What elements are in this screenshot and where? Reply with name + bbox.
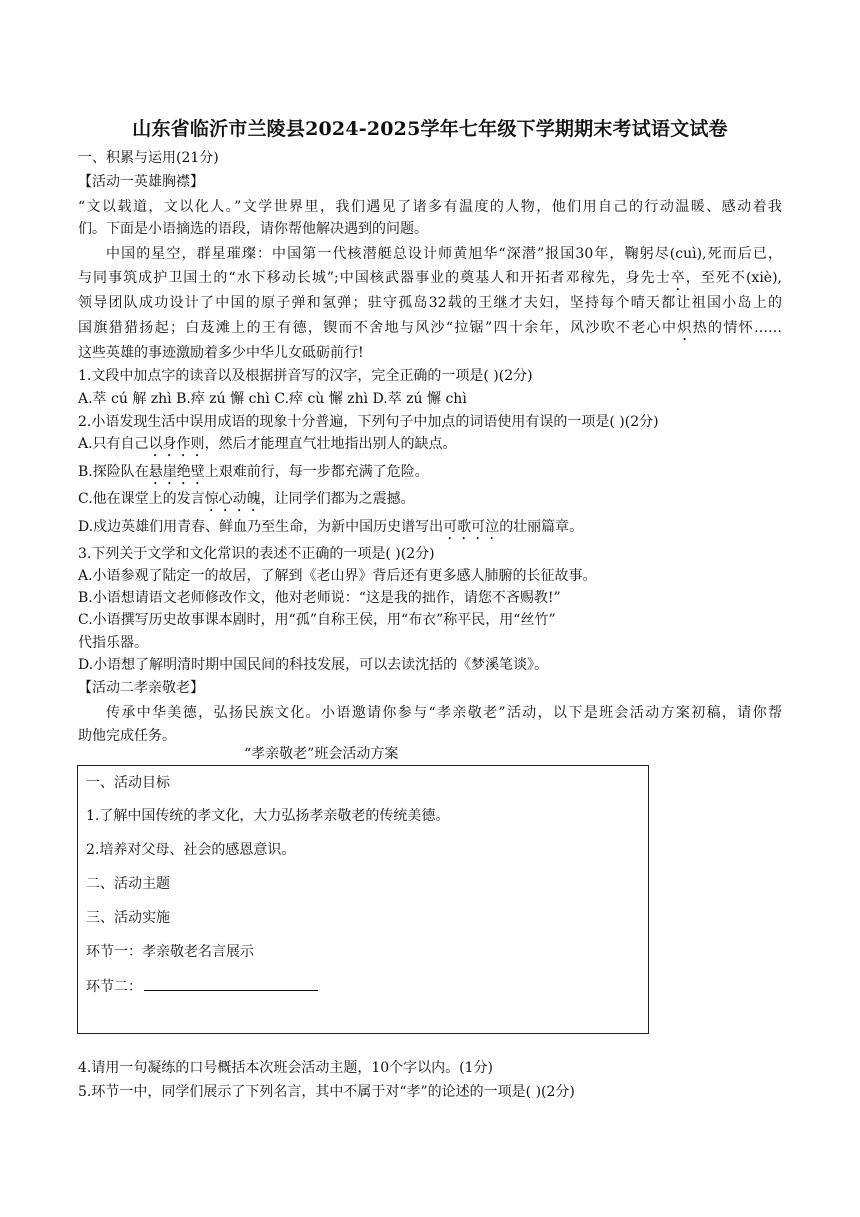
option-text: A.只有自己 xyxy=(78,436,149,452)
dotted-idiom: 惊心动魄 xyxy=(204,491,261,507)
step-label: 环节二： xyxy=(86,979,142,995)
passage-line: 这些英雄的事迹激励着多少中华儿女砥砺前行! xyxy=(78,345,364,361)
passage-line xyxy=(78,268,782,294)
answer-blank[interactable] xyxy=(144,976,318,991)
question-3-option-d: D.小语想了解明清时期中国民间的科技发展，可以去读沈括的《梦溪笔谈》。 xyxy=(78,657,549,673)
question-1-stem: 1.文段中加点字的读音以及根据拼音写的汉字，完全正确的一项是( )(2分) xyxy=(78,368,533,384)
option-text: 的壮丽篇章。 xyxy=(499,519,584,535)
question-3-option-c: C.小语撰写历史故事课本剧时，用“孤”自称王侯，用“布衣”称平民，用“丝竹” xyxy=(78,612,556,628)
question-2-option-b xyxy=(78,462,429,488)
plan-caption: “孝亲敬老”班会活动方案 xyxy=(244,746,399,762)
activity-heading: 【活动一英雄胸襟】 xyxy=(78,174,204,190)
plan-goal-2: 2.培养对父母、社会的感恩意识。 xyxy=(86,842,296,858)
question-3-stem: 3.下列关于文学和文化常识的表述不正确的一项是( )(2分) xyxy=(78,546,435,562)
passage-line xyxy=(78,318,782,344)
activity-heading: 【活动二孝亲敬老】 xyxy=(78,680,204,696)
passage-text: 与同事筑成护卫国土的“水下移动长城”;中国核武器事业的奠基人和开拓者邓稼先，身先士 xyxy=(78,270,671,286)
question-5: 5.环节一中，同学们展示了下列名言，其中不属于对“孝”的论述的一项是( )(2分) xyxy=(78,1084,575,1100)
question-1-options: A.萃 cú 解 zhì B.瘁 zú 懈 chì C.瘁 cù 懈 zhì D.萃 zú 懈 chì xyxy=(78,391,467,407)
intro-text: 们。下面是小语摘选的语段，请你帮他解决遇到的问题。 xyxy=(78,221,428,237)
option-text: B.探险队在 xyxy=(78,464,149,480)
plan-implementation-heading: 三、活动实施 xyxy=(86,910,170,926)
plan-goal-1: 1.了解中国传统的孝文化，大力弘扬孝亲敬老的传统美德。 xyxy=(86,808,450,824)
intro-text: “文以载道，文以化人。”文学世界里，我们遇见了诸多有温度的人物，他们用自己的行动温暖、感动着我 xyxy=(78,199,782,215)
dotted-idiom: 可歌可泣 xyxy=(443,519,500,535)
question-3-option-b: B.小语想请语文老师修改作文，他对老师说：“这是我的拙作，请您不吝赐教!” xyxy=(78,590,561,606)
plan-step-2 xyxy=(86,976,318,997)
passage-text: 国旗猎猎扬起；白芨滩上的王有德，锲而不舍地与风沙“拉锯”四十余年，风沙吹不老心中 xyxy=(78,320,678,336)
option-text: ，让同学们都为之震撼。 xyxy=(260,491,415,507)
plan-goal-heading: 一、活动目标 xyxy=(86,775,170,791)
exam-title: 山东省临沂市兰陵县2024-2025学年七年级下学期期末考试语文试卷 xyxy=(132,118,728,140)
option-text: 上艰难前行，每一步都充满了危险。 xyxy=(204,464,429,480)
option-text: ，然后才能理直气壮地指出别人的缺点。 xyxy=(204,436,457,452)
question-2-option-a xyxy=(78,434,457,460)
question-3-option-a: A.小语参观了陆定一的故居，了解到《老山界》背后还有更多感人肺腑的长征故事。 xyxy=(78,568,597,584)
question-2-option-d xyxy=(78,517,583,543)
option-text: D.戍边英雄们用青春、鲜血乃至生命，为新中国历史谱写出 xyxy=(78,519,444,535)
passage-text: ，至死不(xiè), xyxy=(685,270,783,286)
intro-text: 传承中华美德，弘扬民族文化。小语邀请你参与“孝亲敬老”活动，以下是班会活动方案初稿，请你帮 xyxy=(106,705,782,721)
passage-line: 领导团队成功设计了中国的原子弹和氢弹；驻守孤岛32载的王继才夫妇，坚持每个晴天都让祖国小岛上的 xyxy=(78,295,782,311)
question-2-stem: 2.小语发现生活中误用成语的现象十分普遍，下列句子中加点的词语使用有误的一项是( )(2分) xyxy=(78,414,659,430)
dotted-char: 炽 xyxy=(677,320,693,336)
intro-text: 助他完成任务。 xyxy=(78,728,176,744)
plan-step-1: 环节一：孝亲敬老名言展示 xyxy=(86,944,254,960)
option-text: C.他在课堂上的发言 xyxy=(78,491,205,507)
dotted-idiom: 以身作则 xyxy=(148,436,205,452)
plan-theme-heading: 二、活动主题 xyxy=(86,876,170,892)
question-3-option-c-cont: 代指乐器。 xyxy=(78,635,148,651)
passage-text: 热的情怀…… xyxy=(692,320,783,336)
section-heading: 一、积累与运用(21分) xyxy=(78,150,219,166)
dotted-char: 卒 xyxy=(670,270,686,286)
passage-line: 中国的星空，群星璀璨：中国第一代核潜艇总设计师黄旭华“深潜”报国30年，鞠躬尽(cuì),死而后已， xyxy=(106,246,782,262)
question-4: 4.请用一句凝练的口号概括本次班会活动主题，10个字以内。(1分) xyxy=(78,1060,494,1076)
dotted-idiom: 悬崖绝壁 xyxy=(148,464,205,480)
question-2-option-c xyxy=(78,489,415,515)
